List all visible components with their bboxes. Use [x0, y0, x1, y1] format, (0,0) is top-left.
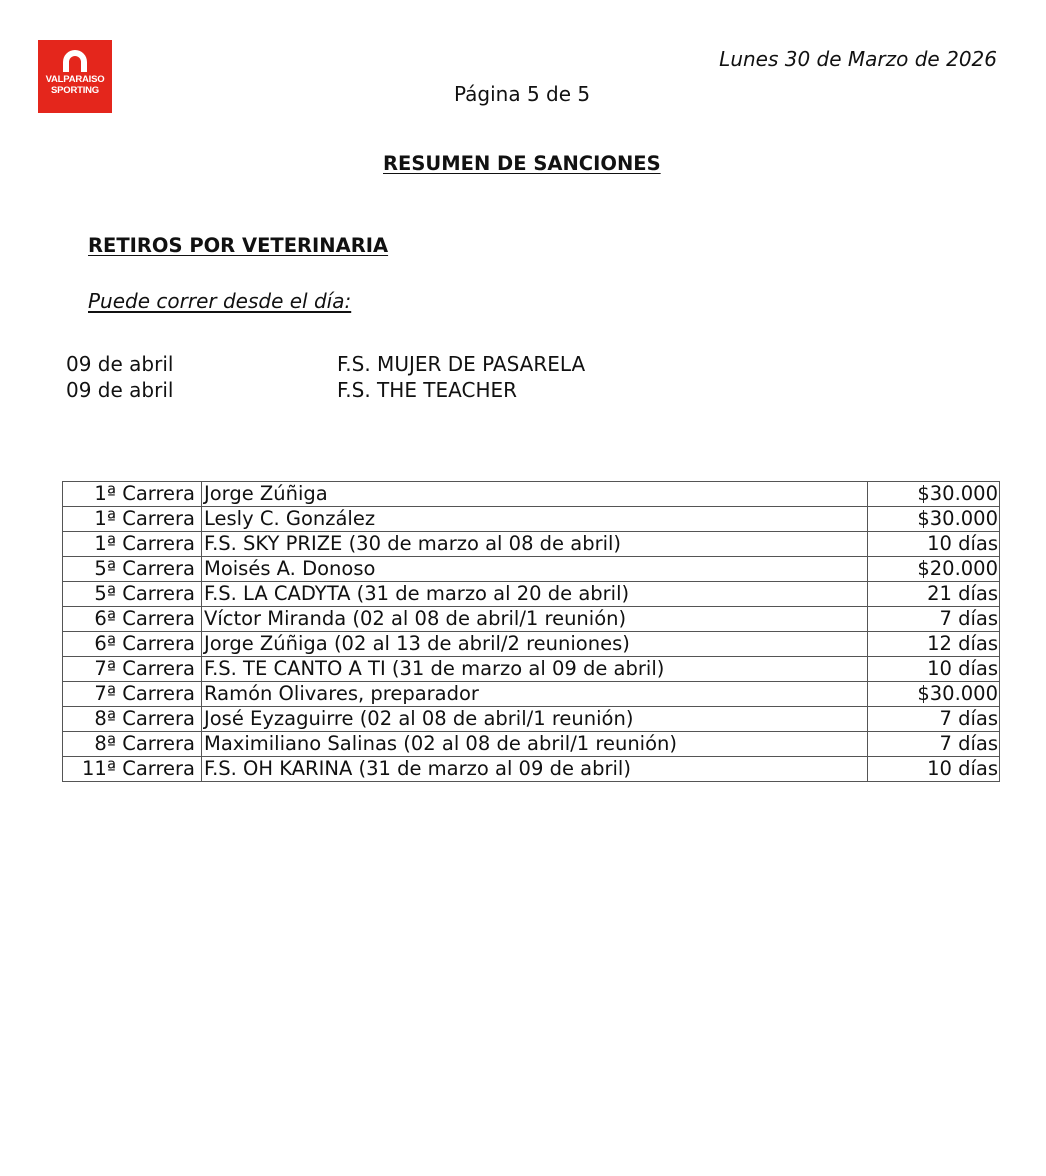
table-row [63, 532, 1000, 557]
penalty-cell: 10 días [868, 532, 1000, 557]
penalty-cell: 7 días [868, 707, 1000, 732]
race-cell: 5ª Carrera [63, 557, 202, 582]
race-cell: 8ª Carrera [63, 707, 202, 732]
penalty-cell: $30.000 [868, 507, 1000, 532]
penalty-cell: 10 días [868, 757, 1000, 782]
table-row [63, 632, 1000, 657]
detail-cell: Maximiliano Salinas (02 al 08 de abril/1 reunión) [202, 732, 868, 757]
sanciones-table [62, 481, 1000, 782]
table-row [63, 707, 1000, 732]
race-cell: 8ª Carrera [63, 732, 202, 757]
penalty-cell: $20.000 [868, 557, 1000, 582]
detail-cell: Lesly C. González [202, 507, 868, 532]
page-number: Página 5 de 5 [454, 82, 591, 106]
race-cell: 5ª Carrera [63, 582, 202, 607]
detail-cell: F.S. OH KARINA (31 de marzo al 09 de abril) [202, 757, 868, 782]
penalty-cell: 7 días [868, 732, 1000, 757]
retiros-list [66, 351, 585, 403]
retiros-section-title: RETIROS POR VETERINARIA [88, 234, 389, 257]
retiro-date: 09 de abril [66, 352, 174, 376]
race-cell: 7ª Carrera [63, 657, 202, 682]
retiro-date: 09 de abril [66, 378, 174, 402]
penalty-cell: $30.000 [868, 482, 1000, 507]
penalty-cell: 10 días [868, 657, 1000, 682]
detail-cell: Víctor Miranda (02 al 08 de abril/1 reunión) [202, 607, 868, 632]
detail-cell: Moisés A. Donoso [202, 557, 868, 582]
detail-cell: F.S. LA CADYTA (31 de marzo al 20 de abril) [202, 582, 868, 607]
table-row [63, 607, 1000, 632]
race-cell: 7ª Carrera [63, 682, 202, 707]
table-row [63, 582, 1000, 607]
penalty-cell: $30.000 [868, 682, 1000, 707]
logo-text-line1: VALPARAISO [45, 74, 105, 85]
table-row [63, 557, 1000, 582]
retiro-item [66, 351, 585, 377]
race-cell: 11ª Carrera [63, 757, 202, 782]
retiro-item [66, 377, 585, 403]
retiros-subtitle: Puede correr desde el día: [88, 289, 352, 313]
logo-text-line2: SPORTING [50, 85, 99, 96]
table-row [63, 482, 1000, 507]
penalty-cell: 12 días [868, 632, 1000, 657]
detail-cell: José Eyzaguirre (02 al 08 de abril/1 reunión) [202, 707, 868, 732]
race-cell: 6ª Carrera [63, 632, 202, 657]
race-cell: 1ª Carrera [63, 482, 202, 507]
detail-cell: F.S. TE CANTO A TI (31 de marzo al 09 de abril) [202, 657, 868, 682]
race-cell: 6ª Carrera [63, 607, 202, 632]
document-date: Lunes 30 de Marzo de 2026 [719, 47, 997, 71]
table-row [63, 682, 1000, 707]
race-cell: 1ª Carrera [63, 507, 202, 532]
table-row [63, 657, 1000, 682]
penalty-cell: 21 días [868, 582, 1000, 607]
detail-cell: Ramón Olivares, preparador [202, 682, 868, 707]
penalty-cell: 7 días [868, 607, 1000, 632]
table-row [63, 507, 1000, 532]
race-cell: 1ª Carrera [63, 532, 202, 557]
retiro-horse: F.S. MUJER DE PASARELA [337, 352, 586, 376]
page-title: RESUMEN DE SANCIONES [383, 152, 661, 175]
retiro-horse: F.S. THE TEACHER [337, 378, 518, 402]
horseshoe-icon [58, 46, 92, 74]
detail-cell: Jorge Zúñiga (02 al 13 de abril/2 reuniones) [202, 632, 868, 657]
valparaiso-sporting-logo [38, 40, 112, 113]
table-row [63, 732, 1000, 757]
detail-cell: Jorge Zúñiga [202, 482, 868, 507]
detail-cell: F.S. SKY PRIZE (30 de marzo al 08 de abril) [202, 532, 868, 557]
table-row [63, 757, 1000, 782]
